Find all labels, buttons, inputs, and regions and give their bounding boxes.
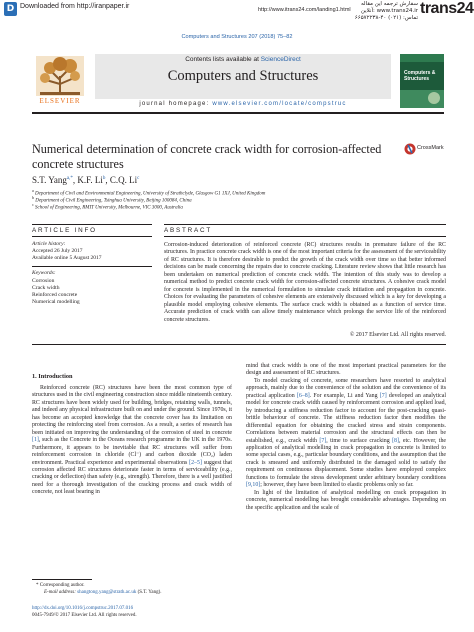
affiliation-marker: c: [32, 202, 34, 207]
section-rule: [32, 236, 152, 237]
author-list: [32, 175, 139, 185]
paragraph-text: In light of the limitation of analytical modelling on crack propagation in concrete, numerical modelling has brought considerable advantages. Depending on the specific application and the scale of: [246, 489, 446, 511]
paragraph-text: developed an analytical model for concrete crack width caused by reinforcement corrosion and applied load, by introducing a stiffness reduction factor to account for the post-cracking quasi-brittle behaviour of concrete. The stiffness reduction factor then modifies the differential equation for obtaining the cracked stress and strain components. Correlations between material corrosion and the structural effects can then be established, e.g., crack width: [246, 392, 446, 444]
abstract-copyright: © 2017 Elsevier Ltd. All rights reserved.: [349, 332, 446, 338]
citation-link[interactable]: [7]: [379, 392, 387, 399]
accepted-date: Accepted 26 July 2017: [32, 248, 83, 254]
paragraph-text: ; however, they have been limited to elastic problems only so far.: [260, 482, 414, 489]
paragraph-text: , etc. However, the application of analytical modelling in crack propagation in concrete is limited to some special cases, e.g., particular boundary conditions, and the assumption that the crack is smeared and uniformly distributed in the damaged solid to satisfy the requirement on continuous displacement. Some studies have employed complex functions to formulate the stress development under arbitrary boundary conditions: [246, 437, 447, 481]
available-online-date: Available online 5 August 2017: [32, 255, 102, 261]
section-rule: [32, 266, 152, 267]
author-affiliation-marker: a,*: [66, 176, 73, 181]
paragraph-text: . For example, Li and Yang: [309, 392, 380, 399]
email-label: E-mail address:: [44, 590, 78, 595]
author-separator: ,: [72, 175, 78, 185]
persian-ad-text: [350, 1, 418, 22]
citation-link[interactable]: [8]: [392, 437, 399, 444]
introduction-paragraph: [32, 385, 232, 497]
article-title: Numerical determination of concrete crack width for corrosion-affected concrete structures: [32, 142, 382, 171]
section-rule: [32, 224, 152, 225]
sciencedirect-link[interactable]: ScienceDirect: [260, 56, 301, 63]
persian-ad-line-2: آنلاین: www.trans24.ir: [360, 8, 418, 14]
article-history-label: Article history:: [32, 241, 66, 247]
affiliation-text: School of Engineering, RMIT University, Melbourne, VIC 3000, Australia: [35, 205, 183, 211]
introduction-paragraph: [246, 363, 446, 378]
contents-available-line: [95, 56, 391, 63]
paragraph-text: , such as the Concrete in the Oceans research programme in the UK in the 1970s. Furthermore, it appears to be inevitable that RC structures will suffer from reinforcement corrosion in chloride (Cl⁻) and carbon dioxide (CO₂) laden environment. Practical experience and experimental observations: [32, 437, 232, 466]
citation-link[interactable]: [9,10]: [246, 482, 261, 489]
cover-title: Computers & Structures: [404, 70, 436, 82]
section-rule: [32, 344, 446, 345]
keywords-label: Keywords:: [32, 270, 56, 276]
paragraph-text: suggest that corrosion affected RC structures deteriorate faster in terms of serviceability (e.g., cracking or deflection) than safety (e.g., strength). Therefore, there is a well justified need for a thorough investigation of the cracking process and crack width of concrete, not least bearing in: [32, 459, 232, 496]
article-info-heading: ARTICLE INFO: [32, 227, 97, 234]
introduction-left-column: [32, 385, 232, 497]
author-affiliation-marker: c: [137, 176, 140, 181]
affiliation-text: Department of Civil and Environmental Engineering, University of Strathclyde, Glasgow G1 1XJ, United Kingdom: [35, 191, 266, 197]
journal-name: Computers and Structures: [167, 68, 319, 84]
crossmark-label[interactable]: CrossMark: [417, 145, 444, 151]
affiliation-marker: a: [32, 188, 34, 193]
affiliation-text: Department of Civil Engineering, Tsinghua University, Beijing 100084, China: [35, 198, 192, 204]
introduction-right-column: [246, 363, 446, 512]
masthead-rule: [32, 112, 444, 114]
author-name[interactable]: S.T. Yang: [32, 175, 67, 185]
email-link[interactable]: shangtong.yang@strath.ac.uk: [77, 590, 137, 595]
contents-prefix: Contents lists available at: [185, 56, 261, 63]
abstract-heading: ABSTRACT: [164, 227, 212, 234]
download-logo-icon: D: [4, 2, 17, 16]
keyword: Corrosion: [32, 278, 55, 284]
citation-link[interactable]: [2–5]: [189, 459, 202, 466]
keyword: Reinforced concrete: [32, 292, 78, 298]
author-name[interactable]: K.F. Li: [77, 175, 103, 185]
persian-ad-line-3: تماس: (۰۲۱) ۴۰-۶۶۵۷۲۲۳۸: [354, 15, 418, 21]
introduction-paragraph: [246, 490, 446, 512]
journal-citation-line[interactable]: Computers and Structures 207 (2018) 75–82: [181, 34, 293, 40]
email-suffix: (S.T. Yang).: [136, 590, 162, 595]
elsevier-wordmark: ELSEVIER: [39, 97, 81, 105]
journal-homepage-line: [95, 101, 391, 107]
affiliation-line: [32, 202, 183, 211]
author-name[interactable]: C.Q. Li: [109, 175, 138, 185]
doi-text[interactable]: http://dx.doi.org/10.1016/j.compstruc.2017.07.016: [32, 606, 134, 611]
keyword: Crack width: [32, 285, 60, 291]
introduction-heading: 1. Introduction: [32, 373, 73, 380]
author-affiliation-marker: b: [102, 176, 106, 181]
section-rule: [164, 224, 446, 225]
translation-site-link[interactable]: http://www.itrans24.com/landing1.html: [258, 7, 351, 13]
paragraph-text: mind that crack width is one of the most important practical parameters for the design and assessment of RC structures.: [246, 363, 446, 377]
affiliation-marker: b: [32, 195, 34, 200]
persian-ad-line-1: سفارش ترجمه این مقاله: [360, 1, 418, 7]
paragraph-text: , time to surface cracking: [326, 437, 393, 444]
issn-line: 0045-7949/© 2017 Elsevier Ltd. All rights reserved.: [32, 613, 137, 618]
citation-link[interactable]: [7]: [319, 437, 327, 444]
author-separator: ,: [105, 175, 110, 185]
trans24-logo[interactable]: trans24: [420, 0, 474, 17]
homepage-prefix: journal homepage:: [139, 101, 213, 107]
section-rule: [164, 236, 446, 237]
paragraph-text: Reinforced concrete (RC) structures have been the most common type of structures used in the civil engineering construction since middle nineteenth century. RC structures have been widely used for building, bridges, retaining walls, tunnels, and indeed any physical infrastructure built on and under the ground. Since 1970s, it has become an accepted knowledge that the concrete cover has its limitation on protecting the reinforcing steel from corrosion. As a result, a series of research has been initiated on improving the understanding of the corrosion of steel in concrete: [32, 385, 232, 436]
citation-link[interactable]: [1]: [32, 437, 39, 444]
doi-link[interactable]: [32, 606, 133, 611]
introduction-paragraph: [246, 378, 446, 490]
email-footnote: [44, 590, 162, 595]
keyword: Numerical modelling: [32, 299, 80, 305]
corresponding-author-note: * Corresponding author.: [36, 583, 85, 588]
journal-homepage-link[interactable]: www.elsevier.com/locate/compstruc: [212, 101, 347, 107]
abstract-text: Corrosion-induced deterioration of reinforced concrete (RC) structures results in premature failure of the RC structures. In practice concrete crack width is one of the most important criteria for the assessment of the serviceability of RC structures. It is therefore desirable to predict the growth of the crack width over time so that better informed decisions can be made concerning the repairs due to concrete cracking. Literature review shows that little research has been undertaken on numerical prediction of concrete crack width. The intention of this study was to develop a numerical method to predict concrete crack width for corrosion-affected concrete structures. A cohesive crack model for concrete is implemented in the numerical formulation to simulate crack initiation and propagation in concrete. Choices for evaluating the parameters of cohesive elements are extensively discussed which is a key for developing a plausible model employing cohesive elements. The surface crack width is obtained as a function of service time. Accurate prediction of crack width can allow timely maintenance which prolongs the service life of the reinforced concrete structures.: [164, 242, 446, 323]
citation-link[interactable]: [6–8]: [296, 392, 310, 399]
paragraph-text: To model cracking of concrete, some researchers have resorted to analytical approach, mainly due to the convenience of the solution and the convenience of its practical application: [246, 377, 446, 399]
download-source-text: Downloaded from http://iranpaper.ir: [20, 3, 130, 10]
footnote-rule: [32, 579, 92, 580]
